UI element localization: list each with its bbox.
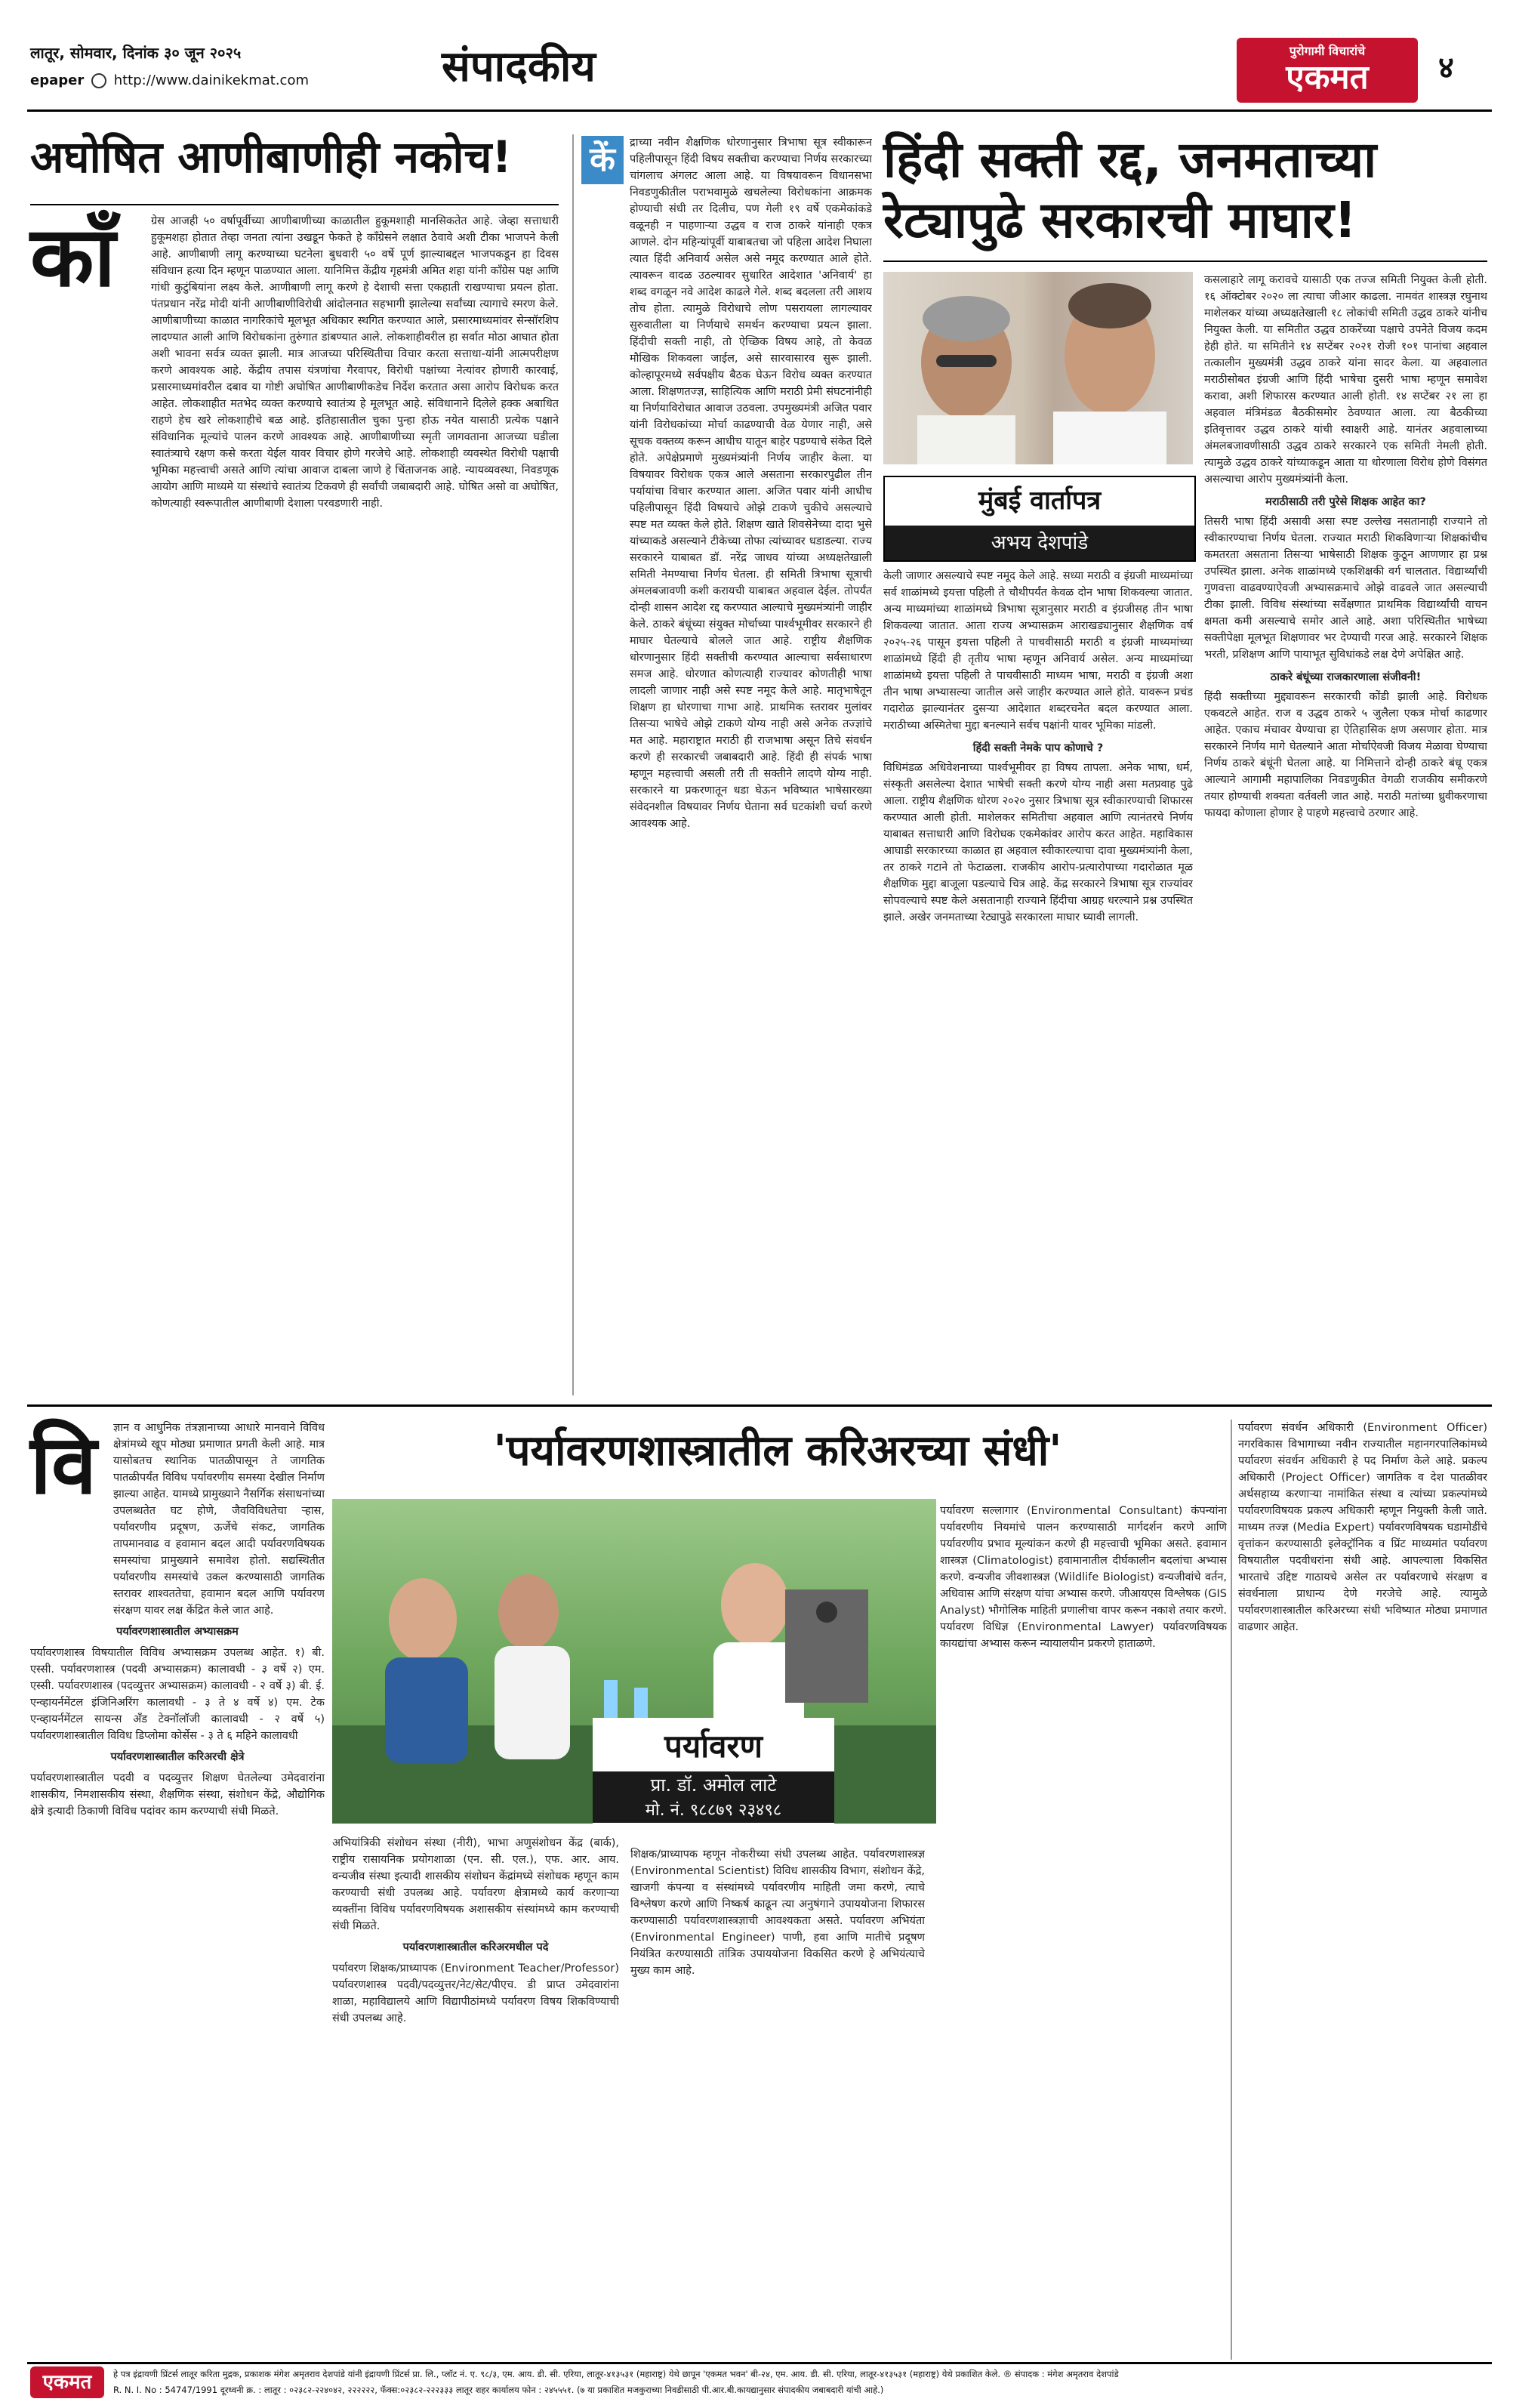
ke-dropcap: कें <box>581 136 624 184</box>
subhead-thackeray: ठाकरे बंधूंच्या राजकारणाला संजीवनी! <box>1270 671 1422 683</box>
career-dropcap: वि <box>30 1417 97 1512</box>
dateline: लातूर, सोमवार, दिनांक ३० जून २०२५ <box>30 44 242 62</box>
masthead-logo <box>1237 38 1418 103</box>
subhead-whose-sin-text: विधिमंडळ अधिवेशनाच्या पार्श्वभूमीवर हा विषय तापला. अनेक भाषा, धर्म, संस्कृती असलेल्या देशात भाषेची सक्ती करणे योग्य नाही असा मतप्रवाह पुढे आला. राष्ट्रीय शैक्षणिक धोरण २०२० नुसार त्रिभाषा सूत्र स्वीकारण्याची शिफारस करण्यात आली होती. माशेलकर समितीचा अहवाल आणि त्यानंतरचे निर्णय याबाबत सत्ताधारी आणि विरोधक एकमेकांवर आरोप करत आहेत. महाविकास आघाडी सरकारच्या काळात हा अहवाल स्वीकारल्याचा दावा मुख्यमंत्र्यांनी केला, तर ठाकरे गटाने तो फेटाळला. राजकीय आरोप-प्रत्यारोपाच्या गदारोळात मूळ शैक्षणिक मुद्दा बाजूला पडल्याचे चित्र आहे. केंद्र सरकारने त्रिभाषा सूत्र राज्यांवर सोपवल्याचे स्पष्ट केले असतानाही राज्याने हिंदीचा आग्रह धरल्याने प्रश्न उपस्थित झाले. अखेर जनमताच्या रेट्यापुढे सरकारला माघार घ्यावी लागली. <box>883 762 1193 923</box>
career-left-column <box>30 1417 325 2360</box>
editorial-rule <box>30 204 559 205</box>
mumbai-headline: हिंदी सक्ती रद्द, जनमताच्या रेट्यापुढे सरकारची माघार! <box>883 131 1377 249</box>
career-section-label: पर्यावरण <box>664 1728 763 1765</box>
editorial-headline: अघोषित आणीबाणीही नकोच! <box>30 131 512 183</box>
career-right-text: पर्यावरण संवर्धन अधिकारी (Environment Officer) नगरविकास विभागाच्या नवीन राज्यातील महानगरपालिकांमध्ये पर्यावरण संवर्धन अधिकारी हे पद निर्माण केले आहे. प्रकल्प अधिकारी (Project Officer) जागतिक व देश पातळीवर अर्थसहाय्य करणाऱ्या नामांकित संस्था व त्यांच्या प्रकल्पांमध्ये पर्यावरणविषयक प्रकल्प अधिकारी म्हणून नियुक्ती केली जाते. माध्यम तज्ज्ञ (Media Expert) पर्यावरणविषयक घडामोडींचे वृत्तांकन करण्यासाठी इलेक्ट्रॉनिक व प्रिंट माध्यमांत पर्यावरण विषयातील पदवीधरांना संधी आहे. आपल्याला विकसित भारताचे उद्दिष्ट गाठायचे असेल तर पर्यावरणाचे संरक्षण व संवर्धनाला प्राधान्य देणे गरजेचे आहे. त्यामुळे पर्यावरणशास्त्रातील करिअरच्या संधी भविष्यात मोठ्या प्रमाणात वाढणार आहेत. <box>1238 1422 1487 1633</box>
mumbai-mid-text: केली जाणार असल्याचे स्पष्ट नमूद केले आहे. सध्या मराठी व इंग्रजी माध्यमांच्या सर्व शाळांमध्ये इयत्ता पहिली ते चौथीपर्यंत केवळ दोन भाषा शिकवल्या जातात. अन्य माध्यमांच्या शाळांमध्ये त्रिभाषा सूत्रानुसार मराठी व इंग्रजीसह तीन भाषा शिकवल्या जातात. आता राज्य अभ्यासक्रम आराखड्यानुसार शैक्षणिक वर्ष २०२५-२६ पासून इयत्ता पहिली ते पाचवीसाठी मराठी व इंग्रजी माध्यमांच्या शाळांमध्ये हिंदी ही तृतीय भाषा म्हणून अनिवार्य असेल. अन्य माध्यमांच्या शाळांमध्ये इयत्ता पहिली ते पाचवीसाठी माध्यम भाषा, मराठी व इंग्रजी अशा तीन भाषा अभ्यासल्या जातील असे जाहीर करण्यात आले होते. यावरून प्रचंड गदारोळ झाल्यानंतर दुसऱ्या आदेशात शब्दरचनेत बदल करण्यात आला. मराठीच्या अस्मितेचा मुद्दा बनल्याने सर्वच पक्षांनी यावर भूमिका मांडली. <box>883 570 1193 732</box>
epaper-url: http://www.dainikekmat.com <box>113 72 309 88</box>
subhead-courses: पर्यावरणशास्त्रातील अभ्यासक्रम <box>116 1626 239 1638</box>
column-author: अभय देशपांडे <box>885 526 1194 560</box>
career-right-column <box>1238 1420 1487 2360</box>
subhead-teachers-text: तिसरी भाषा हिंदी असावी असा स्पष्ट उल्लेख नसतानाही राज्याने तो स्वीकारण्याचा निर्णय घेतला. राज्यात मराठी शिकविणाऱ्या शिक्षकांचीच कमतरता असताना तिसऱ्या भाषेसाठी शिक्षक कुठून आणणार हा प्रश्न उपस्थित झाला. अनेक शाळांमध्ये एकशिक्षकी वर्ग चालतात. विद्यार्थ्यांची गुणवत्ता वाढवण्याऐवजी अभ्यासक्रमाचे ओझे वाढवले जात असल्याची टीका झाली. विविध संस्थांच्या सर्वेक्षणात प्राथमिक विद्यार्थ्यांची वाचन क्षमता कमी असल्याचे समोर आले आहे. अशा परिस्थितीत भाषेच्या सक्तीपेक्षा मूलभूत शिक्षणावर भर देण्याची गरज आहे. सरकारने शिक्षक भरती, प्रशिक्षण आणि पायाभूत सुविधांकडे लक्ष देणे अपेक्षित आहे. <box>1204 516 1487 661</box>
career-intro: ज्ञान व आधुनिक तंत्रज्ञानाच्या आधारे मानवाने विविध क्षेत्रांमध्ये खूप मोठ्या प्रमाणात प्रगती केली आहे. मात्र यासोबतच स्थानिक पातळीपासून ते जागतिक पातळीपर्यंत विविध पर्यावरणीय समस्या देखील निर्माण झाल्या आहेत. यामध्ये प्रामुख्याने नैसर्गिक संसाधनांच्या उपलब्धतेत घट होणे, जैवविविधतेचा ऱ्हास, पर्यावरणीय प्रदूषण, ऊर्जेचे संकट, जागतिक तापमानवाढ व हवामान बदल आदी पर्यावरणविषयक समस्यांचा प्रामुख्याने समावेश होतो. सद्यस्थितीत पर्यावरणीय समस्यांचे उकल करण्यासाठी जागतिक स्तरावर शाश्वततेचा, हवामान बदल आणि पर्यावरण संरक्षण यावर लक्ष केंद्रित केले जात आहे. <box>113 1422 325 1617</box>
editorial-dropcap: कॉं <box>30 208 116 305</box>
footer-imprint: हे पत्र इंद्रायणी प्रिंटर्स लातूर करिता मुद्रक, प्रकाशक मंगेश अमृतराव देशपांडे यांनी इंद्रायणी प्रिंटर्स प्रा. लि., प्लॉट नं. ए. ९८/३, एम. आय. डी. सी. एरिया, लातूर-४१३५३१ (महाराष्ट्र) येथे छापून 'एकमत भवन' बी-२४, एम. आय. डी. सी. एरिया, लातूर-४१३५३१ (महाराष्ट्र) येथे प्रकाशित केले. ® संपादक : मंगेश अमृतराव देशपांडे <box>113 2369 1119 2379</box>
posts-text: पर्यावरण शिक्षक/प्राध्यापक (Environment Teacher/Professor) पर्यावरणशास्त्र पदवी/पदव्युत्तर/नेट/सेट/पीएच. डी प्राप्त उमेदवारांना शाळा, महाविद्यालये आणि विद्यापीठांमध्ये पर्यावरण विषय शिकविण्याची संधी उपलब्ध आहे. <box>332 1962 619 2024</box>
subhead-whose-sin: हिंदी सक्ती नेमके पाप कोणाचे ? <box>972 742 1104 754</box>
mumbai-right-column <box>1204 272 1487 1389</box>
footer-rule <box>27 2362 1492 2364</box>
mumbai-rule <box>883 261 1487 262</box>
column-title-box <box>883 476 1196 562</box>
ke-text: द्राच्या नवीन शैक्षणिक धोरणानुसार त्रिभाषा सूत्र स्वीकारून पहिलीपासून हिंदी विषय सक्तीचा करण्याचा निर्णय सरकारच्या चांगलाच अंगलट आला आहे. या विषयावरून विधानसभा निवडणुकीतील पराभवामुळे खचलेल्या विरोधकांना आक्रमक होण्याची संधी तर दिलीच, पण गेली १९ वर्षे एकमेकांकडे वळूनही न पाहणाऱ्या उद्धव व राज ठाकरे यांनाही एकत्र आणले. दोन महिन्यांपूर्वी याबाबतचा जो पहिला आदेश निघाला त्यात हिंदी अनिवार्य असेल असे नमूद करण्यात आले होते. त्यावरून वादळ उठल्यावर सुधारित आदेशात 'अनिवार्य' हा शब्द वगळून नवे आदेश काढले गेले. शब्द बदलला तरी आशय तोच होता. त्यामुळे विरोधाचे लोण पसरायला लागल्यावर सुरुवातीला या निर्णयाचे समर्थन करण्याचा प्रयत्न झाला. हिंदीची सक्ती नाही, तो ऐच्छिक विषय आहे, तो केवळ मौखिक शिकवला जाईल, असे सारवासारव सुरू झाली. कोल्हापूरमध्ये सर्वपक्षीय बैठक घेऊन विरोध व्यक्त करण्यात आला. शिक्षणतज्ज्ञ, साहित्यिक आणि मराठी प्रेमी संघटनांनीही या निर्णयाविरोधात आवाज उठवला. उपमुख्यमंत्री अजित पवार यांनी विरोधकांच्या मोर्चा काढण्याची वेळ येणार नाही, असे सूचक वक्तव्य करून आधीच यातून बाहेर पडण्याचे संकेत दिले होते. अपेक्षेप्रमाणे मुख्यमंत्र्यांनी निर्णय जाहीर केला. या विषयावर विरोधक एकत्र आले असताना सरकारपुढील तीन पर्यायांचा विचार करण्यात आला. अजित पवार यांनी आधीच पहिलीपासून हिंदी विषयाचे ओझे टाकणे चुकीचे असल्याचे स्पष्ट मत व्यक्त केले होते. शिक्षण खाते शिवसेनेच्या दादा भुसे यांच्याकडे असल्याने टीकेच्या तोफा त्यांच्यावर धडाडल्या. राज्य सरकारने याबाबत डॉ. नरेंद्र जाधव यांच्या अध्यक्षतेखाली समिती नेमण्याचा निर्णय घेतला. ही समिती त्रिभाषा सूत्राची अंमलबजावणी कशी करायची याबाबत अहवाल देईल. तोपर्यंत दोन्ही शासन आदेश रद्द करण्यात आल्याचे मुख्यमंत्र्यांनी जाहीर केले. ठाकरे बंधूंच्या संयुक्त मोर्चाच्या पार्श्वभूमीवर सरकारने ही माघार घेतल्याचे बोलले जात आहे. राष्ट्रीय शैक्षणिक धोरणानुसार हिंदी सक्तीची करण्यात आल्याचा सर्वसाधारण समज आहे. धोरणात कोणत्याही राज्यावर कोणतीही भाषा लादली जाणार नाही असे स्पष्ट नमूद केले आहे. मातृभाषेतून शिक्षण हा धोरणाचा गाभा आहे. प्राथमिक स्तरावर मुलांवर तिसऱ्या भाषेचे ओझे टाकणे योग्य नाही असे अनेक तज्ज्ञांचे मत आहे. महाराष्ट्रात मराठी ही राजभाषा असून तिचे संवर्धन करणे ही सरकारची जबाबदारी आहे. हिंदी ही संपर्क भाषा म्हणून महत्त्वाची असली तरी ती सक्तीने लादणे योग्य नाही. सरकारने या प्रकरणातून धडा घेऊन भविष्यात भाषेसारख्या संवेदनशील विषयावर निर्णय घेताना सर्व घटकांशी चर्चा करणे आवश्यक आहे. <box>630 137 872 830</box>
courses-text: पर्यावरणशास्त्र विषयातील विविध अभ्यासक्रम उपलब्ध आहेत. १) बी. एस्सी. पर्यावरणशास्त्र (पदवी अभ्यासक्रम) कालावधी - ३ वर्षे २) एम. एस्सी. पर्यावरणशास्त्र (पदव्युत्तर अभ्यासक्रम) कालावधी - २ वर्षे ३) बी. ई. एन्व्हायर्नमेंटल इंजिनिअरिंग कालावधी - ३ ते ४ वर्षे ४) एम. टेक एन्व्हायर्नमेंटल सायन्स अँड टेक्नॉलॉजी कालावधी - २ वर्षे ५) पर्यावरणशास्त्रातील विविध डिप्लोमा कोर्सेस - ३ ते ६ महिने कालावधी <box>30 1647 325 1742</box>
consultant-text: पर्यावरण सल्लागार (Environmental Consultant) कंपन्यांना पर्यावरणीय नियमांचे पालन करण्यासाठी मार्गदर्शन करणे आणि पर्यावरणीय प्रभाव मूल्यांकन करणे ही महत्त्वाची भूमिका असते. हवामान शास्त्रज्ञ (Climatologist) हवामानातील दीर्घकालीन बदलांचा अभ्यास करणे. वन्यजीव जीवशास्त्रज्ञ (Wildlife Biologist) वन्यजीवांचे वर्तन, अधिवास आणि संरक्षण यांचा अभ्यास करणे. जीआयएस विश्लेषक (GIS Analyst) भौगोलिक माहिती प्रणालीचा वापर करून नकाशे तयार करणे. पर्यावरण विधिज्ञ (Environmental Lawyer) पर्यावरणविषयक कायद्यांचा अभ्यास करून न्यायालयीन प्रकरणे हाताळणे. <box>940 1505 1227 1650</box>
column-title: मुंबई वार्तापत्र <box>978 486 1102 516</box>
subhead-fields: पर्यावरणशास्त्रातील करिअरची क्षेत्रे <box>110 1751 245 1763</box>
ke-column-body <box>581 134 872 1395</box>
footer-logo: एकमत <box>30 2366 104 2398</box>
page-number: ४ <box>1438 51 1454 85</box>
masthead-name: एकमत <box>1286 58 1369 97</box>
subhead-thackeray-text: हिंदी सक्तीच्या मुद्द्यावरून सरकारची कोंडी झाली आहे. विरोधक एकवटले आहेत. राज व उद्धव ठाकरे ५ जुलैला एकत्र मोर्चा काढणार आहेत. एकाच मंचावर येण्याचा हा ऐतिहासिक क्षण असणार होता. मात्र सरकारने निर्णय मागे घेतल्याने आता मोर्चाऐवजी विजय मेळावा घेण्याचा निर्णय ठाकरे बंधूंनी घेतला आहे. या निमित्ताने दोन्ही ठाकरे बंधू एकत्र आल्याने आगामी महापालिका निवडणुकीत वेगळी राजकीय समीकरणे तयार होण्याची शक्यता वर्तवली जात आहे. मराठी मतांच्या ध्रुवीकरणाचा फायदा कोणाला होणार हे पाहणे महत्त्वाचे ठरणार आहे. <box>1204 691 1487 819</box>
mumbai-mid-column <box>883 568 1193 1391</box>
column-divider <box>572 134 574 1395</box>
career-mid-text: अभियांत्रिकी संशोधन संस्था (नीरी), भाभा अणुसंशोधन केंद्र (बार्क), राष्ट्रीय रासायनिक प्रयोगशाळा (एन. सी. एल.), एफ. आर. आय. वन्यजीव संस्था इत्यादी शासकीय संशोधन केंद्रांमध्ये संशोधक म्हणून काम करण्याची संधी उपलब्ध आहे. पर्यावरण क्षेत्रामध्ये कार्य करणाऱ्या व्यक्तींना विविध पर्यावरणविषयक अशासकीय संस्थांमध्ये काम करण्याची संधी मिळते. <box>332 1837 619 1932</box>
subhead-teachers: मराठीसाठी तरी पुरेसे शिक्षक आहेत का? <box>1265 496 1426 508</box>
epaper-link[interactable] <box>30 72 309 88</box>
header-rule <box>27 109 1492 112</box>
scientist-text: शिक्षक/प्राध्यापक म्हणून नोकरीच्या संधी उपलब्ध आहेत. पर्यावरणशास्त्रज्ञ (Environmental Scientist) विविध शासकीय विभाग, संशोधन केंद्रे, खाजगी कंपन्या व संस्थांमध्ये पर्यावरणीय माहिती जमा करणे, त्याचे विश्लेषण करणे आणि निष्कर्ष काढून त्या अनुषंगाने उपाययोजना शिफारस करण्यासाठी पर्यावरणशास्त्रज्ञाची आवश्यकता असते. पर्यावरण अभियंता (Environmental Engineer) पाणी, हवा आणि मातीचे प्रदूषण नियंत्रित करण्यासाठी तांत्रिक उपाययोजना विकसित करणे हे अभियंत्याचे मुख्य काम आहे. <box>630 1848 925 1977</box>
editorial-body <box>30 208 559 1398</box>
fields-text: पर्यावरणशास्त्रातील पदवी व पदव्युत्तर शिक्षण घेतलेल्या उमेदवारांना शासकीय, निमशासकीय संस्था, शैक्षणिक संस्था, संशोधन केंद्रे, औद्योगिक क्षेत्रे इत्यादी ठिकाणी विविध पदांवर काम करण्याची संधी मिळते. <box>30 1772 325 1818</box>
career-scientist-column <box>630 1846 925 2360</box>
career-phone: मो. नं. ९८८७९ २३४९८ <box>593 1799 834 1823</box>
section-title: संपादकीय <box>442 42 596 91</box>
footer-rni: R. N. I. No : 54747/1991 दूरध्वनी क्र. : लातूर : ०२३८२-२२४०४२, २२२२२२, फॅक्स:०२३८२-२२२३३३ लातूर शहर कार्यालय फोन : २४५५५१. (७ या प्रकाशित मजकुराच्या निवडीसाठी पी.आर.बी.कायद्यानुसार संपादकीय जबाबदारी यांची आहे.) <box>113 2385 884 2395</box>
career-consultant-column <box>940 1503 1227 2360</box>
career-headline: 'पर्यावरणशास्त्रातील करिअरच्या संधी' <box>493 1426 1062 1475</box>
politicians-photo <box>883 272 1193 464</box>
career-author: प्रा. डॉ. अमोल लाटे <box>593 1771 834 1799</box>
masthead-tagline: पुरोगामी विचारांचे <box>1289 44 1366 58</box>
editorial-text: ग्रेस आजही ५० वर्षापूर्वीच्या आणीबाणीच्या काळातील हुकूमशाही मानसिकतेत आहे. जेव्हा सत्ताधारी हुकूमशहा होतात तेव्हा जनता त्यांना उखडून फेकते हे कॉंग्रेसने लक्षात ठेवावे अशी टीका भाजपने केली आहे. आणीबाणी लागू करण्याच्या घटनेला बुधवारी ५० वर्षे पूर्ण झाल्याबद्दल भाजपकडून हा दिवस संविधान हत्या दिन म्हणून पाळण्यात आला. यानिमित्त केंद्रीय गृहमंत्री अमित शहा यांनी कॉंग्रेस पक्ष आणि गांधी कुटुंबियांना लक्ष्य केले. आणीबाणी लागू करणे हे देशाची सत्ता एकहाती राखण्याचा प्रयत्न होता. पंतप्रधान नरेंद्र मोदी यांनी आणीबाणीविरोधी आंदोलनात सहभागी झालेल्या सर्वांच्या त्यागाचे स्मरण केले. आणीबाणीच्या काळात नागरिकांचे मूलभूत अधिकार स्थगित करण्यात आले, प्रसारमाध्यमांवर सेन्सॉरशिप लादण्यात आली आणि विरोधकांना तुरुंगात डांबण्यात आले. लोकशाहीवरील हा सर्वात मोठा आघात होता अशी भावना सर्वत्र व्यक्त झाली. मात्र आजच्या परिस्थितीचा विचार करता सत्ताधा-यांनी आत्मपरीक्षण करणे आवश्यक आहे. केंद्रीय तपास यंत्रणांचा गैरवापर, विरोधी पक्षांच्या नेत्यांवर होणारी कारवाई, प्रसारमाध्यमांवरील दबाव या गोष्टी अघोषित आणीबाणीकडेच निर्देश करतात असा आरोप विरोधक करत आहेत. लोकशाहीत मतभेद व्यक्त करण्याचे स्वातंत्र्य हे मूलभूत आहे. संविधानाने दिलेले हक्क अबाधित राहणे हेच खरे लोकशाहीचे बळ आहे. इतिहासातील चुका पुन्हा होऊ नयेत यासाठी प्रत्येक पक्षाने संविधानिक मूल्यांचे पालन करणे आवश्यक आहे. आणीबाणीच्या स्मृती जागवताना आजच्या घडीला स्वातंत्र्याचे रक्षण कसे करता येईल यावर विचार होणे गरजेचे आहे. लोकशाही व्यवस्थेत विरोधी पक्षाची भूमिका महत्त्वाची असते आणि त्यांचा आवाज दाबला जाणे हे चिंताजनक आहे. न्यायव्यवस्था, निवडणूक आयोग आणि माध्यमे या संस्थांचे स्वातंत्र्य टिकवणे ही सर्वांची जबाबदारी आहे. घोषित असो वा अघोषित, कोणत्याही स्वरूपातील आणीबाणी देशाला परवडणारी नाही. <box>151 215 559 510</box>
career-author-box <box>593 1718 834 1839</box>
epaper-label: epaper <box>30 72 85 88</box>
career-mid-column <box>332 1835 619 2356</box>
career-divider <box>1231 1420 1232 2360</box>
globe-icon <box>91 73 106 88</box>
mid-rule <box>27 1404 1492 1407</box>
portrait-illustration <box>883 272 1193 464</box>
subhead-posts: पर्यावरणशास्त्रातील करिअरमधील पदे <box>402 1941 549 1953</box>
mumbai-right-text: कसलाहारे लागू करावचे यासाठी एक तज्ज समिती नियुक्त केली होती. १६ ऑक्टोबर २०२० ला त्याचा जीआर काढला. नामवंत शास्त्रज्ञ रघुनाथ माशेलकर यांच्या अध्यक्षतेखाली १८ लोकांची समिती उद्धव ठाकरे यांनीच नियुक्त केली. या समितीत उद्धव ठाकरेंच्या पक्षाचे उपनेते विजय कदम हेही होते. या समितीने १४ सप्टेंबर २०२१ रोजी १०१ पानांचा अहवाल तत्कालीन मुख्यमंत्री उद्धव ठाकरे यांना सादर केला. या अहवालात मराठीसोबत इंग्रजी आणि हिंदी भाषेचा दुसरी भाषा म्हणून समावेश करावा, अशी शिफारस करण्यात आली होती. १४ सप्टेंबर २१ ला हा अहवाल मंत्रिमंडळ बैठकीसमोर ठेवण्यात आला. त्या बैठकीच्या इतिवृत्तावर उद्धव ठाकरे यांची स्वाक्षरी आहे. यानंतर अहवालाच्या अंमलबजावणीसाठी उद्धव ठाकरे सरकारने एक समिती नेमली होती. त्यामुळे उद्धव ठाकरे यांच्याकडून आता या धोरणाला विरोध होणे विसंगत असल्याचा आरोप मुख्यमंत्र्यांनी केला. <box>1204 274 1487 486</box>
